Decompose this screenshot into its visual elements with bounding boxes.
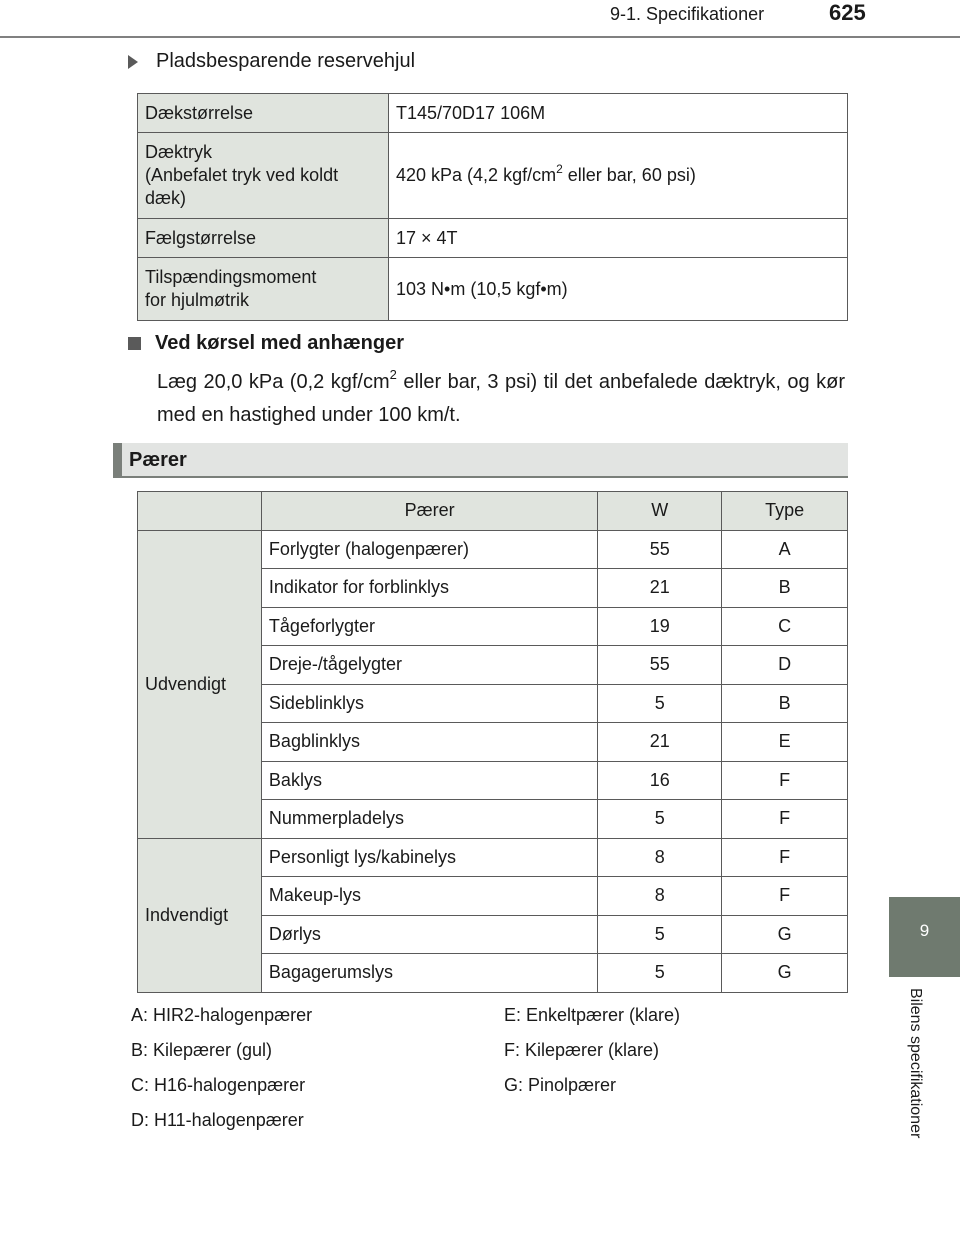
bulb-name: Bagagerumslys [261,954,597,993]
bulb-watt: 5 [598,800,722,839]
spec-label [138,133,389,219]
group-cell: Udvendigt [138,530,262,838]
bulb-type: F [722,838,848,877]
bulb-watt: 21 [598,723,722,762]
bulb-type: F [722,761,848,800]
bulb-type: D [722,646,848,685]
bulb-type: F [722,877,848,916]
header-divider [0,36,960,38]
spec-value-post: eller bar, 60 psi) [562,165,696,185]
page-number: 625 [829,0,866,25]
bulb-watt: 55 [598,530,722,569]
bulb-watt: 55 [598,646,722,685]
bulb-watt: 5 [598,684,722,723]
triangle-bullet-icon [128,55,138,69]
spec-label [138,258,389,321]
column-header: Pærer [261,492,597,531]
spec-value [389,133,848,219]
legend-item: C: H16-halogenpærer [131,1075,306,1095]
chapter-tab [889,897,960,977]
chapter-number: 9 [919,921,930,940]
towing-heading-text: Ved kørsel med anhænger [155,332,404,354]
table-row [138,219,848,258]
spec-label: Dækstørrelse [138,94,389,133]
towing-paragraph [157,366,845,432]
column-header: Type [722,492,848,531]
bulb-name: Baklys [261,761,597,800]
spec-value: 17 × 4T [389,219,848,258]
towing-text-post: eller bar, 3 psi) til det anbefalede dæktryk, og kør med en hastighed under 100 km/t. [157,371,845,426]
towing-text-sup: 2 [389,367,397,382]
bulb-type: B [722,684,848,723]
spare-wheel-table [137,93,848,321]
bulb-name: Indikator for forblinklys [261,569,597,608]
spec-label-text: Tilspændingsmoment for hjulmøtrik [145,267,317,310]
bulb-name: Sideblinklys [261,684,597,723]
column-header: W [598,492,722,531]
spare-wheel-heading [128,50,415,73]
spec-value-sup: 2 [556,162,563,176]
legend-item: G: Pinolpærer [504,1075,617,1095]
bulbs-table [137,491,848,993]
bulb-name: Nummerpladelys [261,800,597,839]
towing-heading [128,332,404,355]
bulb-name: Bagblinklys [261,723,597,762]
bulb-watt: 5 [598,954,722,993]
legend-item: D: H11-halogenpærer [131,1110,304,1130]
spec-value: 103 N•m (10,5 kgf•m) [389,258,848,321]
bulb-type: G [722,915,848,954]
spec-value: T145/70D17 106M [389,94,848,133]
group-cell: Indvendigt [138,838,262,992]
spare-wheel-heading-text: Pladsbesparende reservehjul [156,50,416,72]
section-accent [113,443,122,476]
towing-text-pre: Læg 20,0 kPa (0,2 kgf/cm [157,371,390,393]
section-header-title: Pærer [129,449,187,471]
legend-item: F: Kilepærer (klare) [504,1040,660,1060]
spec-label-text: Dæktryk (Anbefalet tryk ved koldt dæk) [145,142,339,208]
table-header-row [138,492,848,531]
table-row [138,838,848,877]
bulb-type: A [722,530,848,569]
bulb-watt: 5 [598,915,722,954]
bulb-type: C [722,607,848,646]
legend-item: B: Kilepærer (gul) [131,1040,273,1060]
bulb-watt: 16 [598,761,722,800]
table-row [138,94,848,133]
bulb-watt: 19 [598,607,722,646]
table-row [138,258,848,321]
bulb-name: Tågeforlygter [261,607,597,646]
bulb-name: Makeup-lys [261,877,597,916]
bulb-name: Dørlys [261,915,597,954]
spec-label: Fælgstørrelse [138,219,389,258]
bulb-watt: 21 [598,569,722,608]
section-title: 9-1. Specifikationer [610,4,765,24]
bulb-name: Forlygter (halogenpærer) [261,530,597,569]
bulb-watt: 8 [598,838,722,877]
bulb-name: Dreje-/tågelygter [261,646,597,685]
table-row [138,530,848,569]
column-header [138,492,262,531]
legend-item: A: HIR2-halogenpærer [131,1005,313,1025]
bulb-type: E [722,723,848,762]
table-row [138,133,848,219]
square-bullet-icon [128,337,141,350]
legend-item: E: Enkeltpærer (klare) [504,1005,681,1025]
bulb-type: F [722,800,848,839]
chapter-label: Bilens specifikationer [907,988,924,1139]
bulb-type: G [722,954,848,993]
spec-value-pre: 420 kPa (4,2 kgf/cm [396,165,557,185]
section-header-bar [113,443,848,478]
bulb-name: Personligt lys/kabinelys [261,838,597,877]
bulb-type: B [722,569,848,608]
bulb-watt: 8 [598,877,722,916]
